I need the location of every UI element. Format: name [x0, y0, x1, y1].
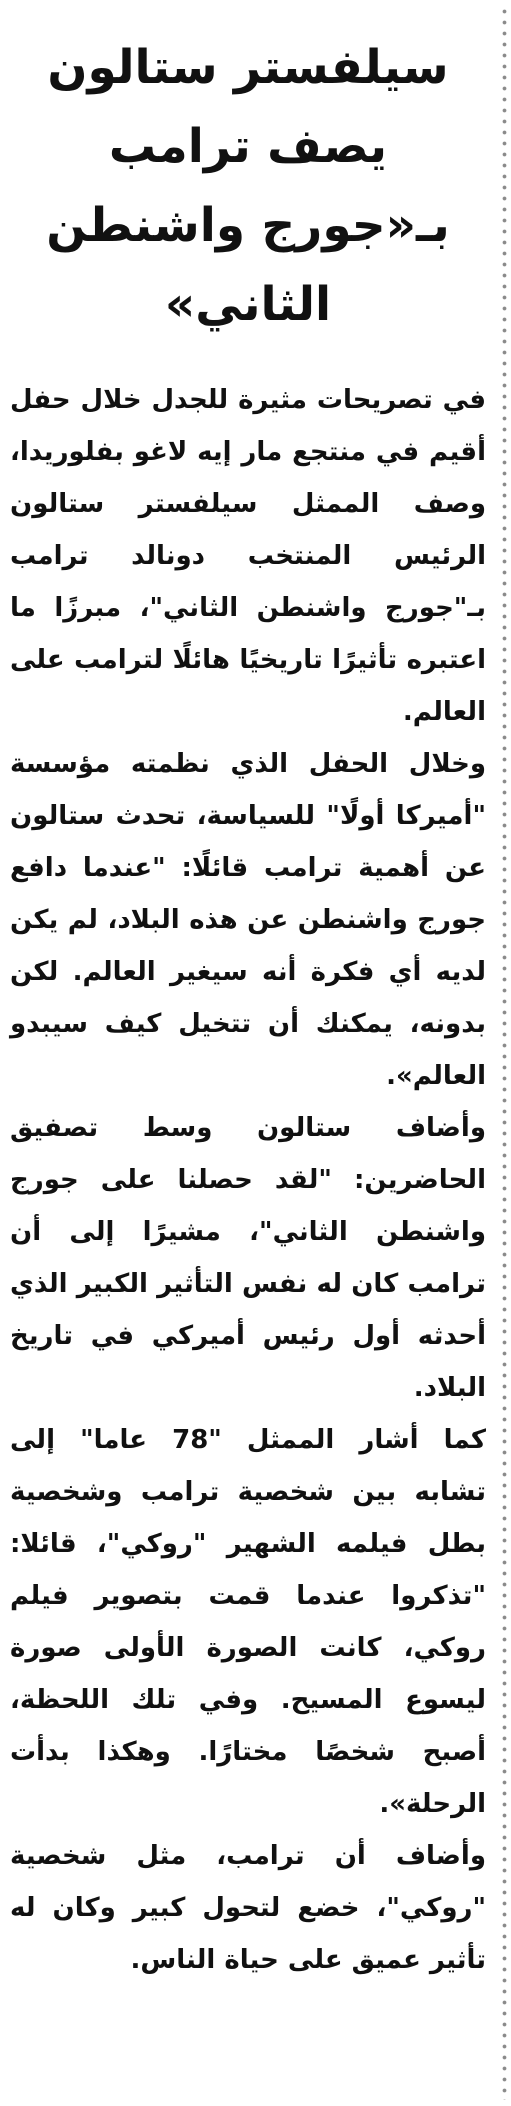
dotted-column-divider	[502, 6, 507, 2100]
paragraph-1: في تصريحات مثيرة للجدل خلال حفل أقيم في منتجع مار إيه لاغو بفلوريدا، وصف الممثل سيلفستر ستالون الرئيس المنتخب دونالد ترامب بـ"جورج واشنطن الثاني"، مبرزًا ما اعتبره تأثيرًا تاريخيًا هائلًا لترامب على العالم.	[10, 385, 486, 727]
article-body	[10, 374, 486, 1986]
paragraph-2: وخلال الحفل الذي نظمته مؤسسة "أميركا أولًا" للسياسة، تحدث ستالون عن أهمية ترامب قائلًا: "عندما دافع جورج واشنطن عن هذه البلاد، لم يكن لديه أي فكرة أنه سيغير العالم. لكن بدونه، يمكنك أن تتخيل كيف سيبدو العالم».	[10, 749, 486, 1091]
paragraph-5: وأضاف أن ترامب، مثل شخصية "روكي"، خضع لتحول كبير وكان له تأثير عميق على حياة الناس.	[10, 1841, 486, 1975]
headline: سيلفستر ستالون يصف ترامب بـ«جورج واشنطن الثاني»	[46, 40, 450, 332]
paragraph-3: وأضاف ستالون وسط تصفيق الحاضرين: "لقد حصلنا على جورج واشنطن الثاني"، مشيرًا إلى أن ترامب كان له نفس التأثير الكبير الذي أحدثه أول رئيس أميركي في تاريخ البلاد.	[10, 1113, 486, 1403]
news-article	[10, 0, 486, 1986]
paragraph-4: كما أشار الممثل "78 عاما" إلى تشابه بين شخصية ترامب وشخصية بطل فيلمه الشهير "روكي"، قائلا: "تذكروا عندما قمت بتصوير فيلم روكي، كانت الصورة الأولى صورة ليسوع المسيح. وفي تلك اللحظة، أصبح شخصًا مختارًا. وهكذا بدأت الرحلة».	[10, 1425, 487, 1819]
